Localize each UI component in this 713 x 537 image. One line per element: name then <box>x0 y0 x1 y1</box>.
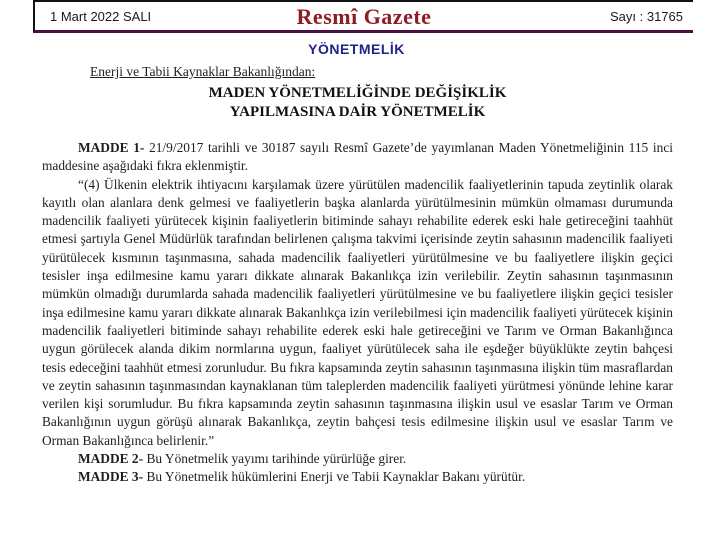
regulation-title-line-1: MADEN YÖNETMELİĞİNDE DEĞİŞİKLİK <box>208 85 507 101</box>
regulation-document <box>42 64 673 487</box>
article-madde-1 <box>42 139 673 176</box>
ministry-source-line: Enerji ve Tabii Kaynaklar Bakanlığından: <box>90 64 316 79</box>
gazette-issue-number: Sayı : 31765 <box>610 9 683 24</box>
regulation-body <box>42 139 673 487</box>
article-madde-3-label: MADDE 3- <box>78 469 144 485</box>
article-fikra-4-text: “(4) Ülkenin elektrik ihtiyacını karşılamak üzere yürütülen madencilik faaliyetlerinin tapuda zeytinlik olarak kayıtlı olan alanlara denk gelmesi ve faaliyetlerin başka alanlarda yürütülmesinin mümkün olmaması durumunda madencilik faaliyeti yürütecek kişinin faaliyetlerin bitiminde sahayı rehabilite ederek eski hale getireceğini taahhüt etmesi şartıyla Genel Müdürlük tarafından belirlenen çalışma takvimi içerisinde zeytin sahasının madencilik faaliyeti yürütülecek kısmının taşınmasına, sahada madencilik faaliyetleri yürütülmesine ve bu faaliyetlere ilişkin geçici tesisler inşa edilmesine kamu yararı dikkate alınarak Bakanlıkça izin verilebilir. Zeytin sahasının taşınmasının mümkün olmadığı durumlarda sahada madencilik faaliyetleri yürütülmesine ve bu faaliyetlere ilişkin geçici tesisler inşa edilmesine kamu yararı dikkate alınarak Bakanlıkça izin verilebilmesi için madencilik faaliyeti yürütecek kişinin madencilik faaliyetleri bitiminde sahayı rehabilite ederek eski hale getireceğini ve Tarım ve Orman Bakanlığınca uygun görülecek alanda dikim normlarına uygun, faaliyet yürütülecek saha ile eşdeğer büyüklükte zeytin bahçesi tesis edeceğini taahhüt etmesi zorunludur. Bu fıkra kapsamında zeytin sahasının taşınmasına ilişkin tüm masraflardan ve zeytin sahasının taşınmasından kaynaklanan tüm taleplerden madencilik faaliyeti yürütmesi yönünde lehine karar verilen kişi sorumludur. Bu fıkra kapsamında zeytin sahasının taşınmasına ilişkin usul ve esaslar Tarım ve Orman Bakanlığının uygun görüşü alınarak Bakanlıkça, zeytin bahçesi tesis edilmesine ilişkin usul ve esaslar Tarım ve Orman Bakanlığınca belirlenir.” <box>42 176 673 448</box>
gazette-title: Resmî Gazete <box>296 4 432 29</box>
article-madde-2-label: MADDE 2- <box>78 451 144 467</box>
article-madde-3 <box>42 468 673 486</box>
article-madde-2 <box>42 450 673 468</box>
article-madde-3-text: Bu Yönetmelik hükümlerini Enerji ve Tabii Kaynaklar Bakanı yürütür. <box>143 469 526 485</box>
article-fikra-4 <box>42 176 673 450</box>
regulation-title-line-2: YAPILMASINA DAİR YÖNETMELİK <box>229 104 486 120</box>
article-madde-1-text: 21/9/2017 tarihli ve 30187 sayılı Resmî Gazete’de yayımlanan Maden Yönetmeliğinin 115 inci maddesine aşağıdaki fıkra eklenmiştir. <box>42 140 673 174</box>
gazette-header <box>33 0 693 33</box>
article-madde-1-label: MADDE 1- <box>78 140 145 155</box>
section-heading-yonetmelik: YÖNETMELİK <box>308 41 405 57</box>
gazette-date: 1 Mart 2022 SALI <box>50 9 152 24</box>
article-madde-2-text: Bu Yönetmelik yayımı tarihinde yürürlüğe girer. <box>143 451 407 467</box>
